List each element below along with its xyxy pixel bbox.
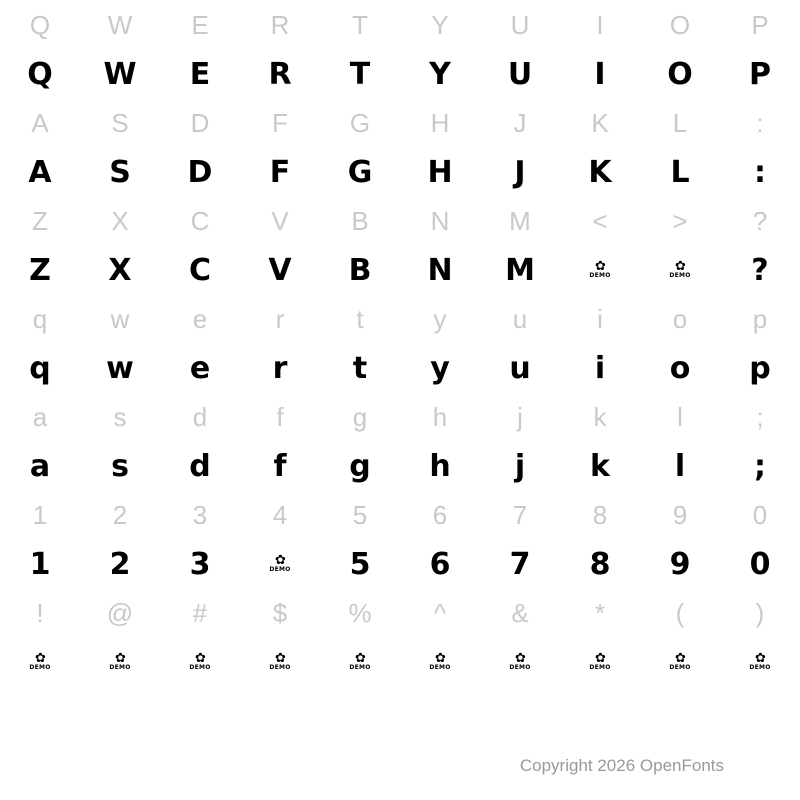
specimen-glyph: [80, 638, 160, 686]
reference-glyph: A: [31, 107, 49, 138]
reference-glyph: &: [511, 597, 529, 628]
reference-glyph: 0: [752, 499, 768, 530]
demo-placeholder-glyph: [29, 650, 51, 671]
specimen-glyph: f: [273, 448, 287, 484]
specimen-glyph: T: [349, 56, 371, 92]
specimen-glyph: J: [514, 154, 526, 190]
specimen-glyph: [240, 638, 320, 686]
demo-placeholder-glyph: [109, 650, 131, 671]
flower-burst-icon: ✿: [595, 650, 605, 666]
demo-label: DEMO: [349, 663, 371, 671]
demo-label: DEMO: [669, 663, 691, 671]
flower-burst-icon: ✿: [595, 258, 605, 274]
specimen-glyph: [560, 246, 640, 294]
demo-label: DEMO: [269, 565, 291, 573]
specimen-glyph: 6: [429, 546, 451, 582]
specimen-glyph: q: [29, 350, 51, 386]
demo-label: DEMO: [669, 271, 691, 279]
specimen-glyph: a: [29, 448, 51, 484]
flower-burst-icon: ✿: [35, 650, 45, 666]
reference-glyph: *: [594, 597, 606, 628]
specimen-glyph: 9: [669, 546, 691, 582]
demo-placeholder-glyph: [669, 650, 691, 671]
specimen-glyph: R: [268, 56, 292, 92]
specimen-glyph: Q: [27, 56, 53, 92]
reference-glyph: ^: [433, 597, 447, 628]
reference-glyph: %: [348, 597, 372, 628]
specimen-glyph: E: [189, 56, 211, 92]
reference-glyph: i: [597, 303, 603, 334]
copyright-notice: Copyright 2026 OpenFonts: [519, 756, 724, 775]
demo-label: DEMO: [269, 663, 291, 671]
specimen-glyph: 2: [109, 546, 131, 582]
demo-placeholder-glyph: [269, 650, 291, 671]
specimen-glyph: [400, 638, 480, 686]
specimen-glyph: 8: [589, 546, 611, 582]
specimen-glyph: ?: [751, 252, 769, 288]
reference-glyph: M: [509, 205, 531, 236]
reference-glyph: Q: [29, 9, 51, 40]
demo-placeholder-glyph: [189, 650, 211, 671]
flower-burst-icon: ✿: [675, 258, 685, 274]
specimen-glyph: O: [667, 56, 693, 92]
specimen-glyph: P: [749, 56, 771, 92]
reference-glyph: E: [191, 9, 209, 40]
reference-glyph: ;: [756, 401, 764, 432]
reference-glyph: S: [111, 107, 129, 138]
specimen-glyph: S: [109, 154, 131, 190]
reference-glyph: u: [512, 303, 528, 334]
flower-burst-icon: ✿: [115, 650, 125, 666]
specimen-glyph: [320, 638, 400, 686]
demo-label: DEMO: [29, 663, 51, 671]
reference-glyph: Z: [32, 205, 48, 236]
reference-glyph: 9: [672, 499, 688, 530]
specimen-glyph: H: [427, 154, 453, 190]
demo-placeholder-glyph: [429, 650, 451, 671]
reference-glyph: k: [593, 401, 607, 432]
reference-glyph: O: [669, 9, 691, 40]
reference-glyph: l: [677, 401, 683, 432]
reference-glyph: y: [433, 303, 447, 334]
specimen-glyph: Z: [29, 252, 51, 288]
specimen-glyph: [720, 638, 800, 686]
reference-glyph: p: [752, 303, 768, 334]
reference-glyph: t: [356, 303, 364, 334]
specimen-glyph: A: [28, 154, 52, 190]
specimen-glyph: 3: [189, 546, 211, 582]
specimen-glyph: X: [108, 252, 132, 288]
reference-glyph: h: [432, 401, 448, 432]
reference-glyph: w: [110, 303, 130, 334]
specimen-glyph: [0, 638, 80, 686]
demo-label: DEMO: [189, 663, 211, 671]
reference-glyph: 6: [432, 499, 448, 530]
reference-glyph: U: [510, 9, 530, 40]
reference-glyph: <: [592, 205, 608, 236]
reference-glyph: @: [106, 597, 134, 628]
specimen-glyph: [160, 638, 240, 686]
reference-glyph: 7: [512, 499, 528, 530]
specimen-glyph: w: [106, 350, 134, 386]
reference-glyph: C: [190, 205, 210, 236]
specimen-glyph: F: [269, 154, 291, 190]
flower-burst-icon: ✿: [275, 650, 285, 666]
reference-glyph: #: [192, 597, 208, 628]
reference-glyph: J: [513, 107, 527, 138]
flower-burst-icon: ✿: [675, 650, 685, 666]
flower-burst-icon: ✿: [195, 650, 205, 666]
specimen-glyph: [560, 638, 640, 686]
specimen-glyph: d: [189, 448, 211, 484]
reference-glyph: d: [192, 401, 208, 432]
specimen-glyph: N: [427, 252, 453, 288]
reference-glyph: R: [270, 9, 290, 40]
specimen-glyph: ;: [754, 448, 766, 484]
reference-glyph: T: [352, 9, 368, 40]
specimen-glyph: j: [514, 448, 526, 484]
demo-placeholder-glyph: [509, 650, 531, 671]
specimen-glyph: i: [594, 350, 606, 386]
demo-placeholder-glyph: [349, 650, 371, 671]
specimen-glyph: k: [590, 448, 610, 484]
reference-glyph: 5: [352, 499, 368, 530]
specimen-glyph: K: [588, 154, 612, 190]
reference-glyph: Y: [431, 9, 449, 40]
reference-glyph: $: [272, 597, 288, 628]
demo-placeholder-glyph: [669, 258, 691, 279]
reference-glyph: I: [596, 9, 604, 40]
demo-placeholder-glyph: [749, 650, 771, 671]
flower-burst-icon: ✿: [435, 650, 445, 666]
reference-glyph: 3: [192, 499, 208, 530]
reference-glyph: F: [272, 107, 288, 138]
reference-glyph: L: [672, 107, 688, 138]
specimen-glyph: 0: [749, 546, 771, 582]
specimen-glyph: s: [111, 448, 129, 484]
specimen-glyph: 7: [509, 546, 531, 582]
specimen-glyph: Y: [429, 56, 451, 92]
reference-glyph: a: [32, 401, 48, 432]
specimen-glyph: M: [505, 252, 535, 288]
demo-placeholder-glyph: [589, 650, 611, 671]
reference-glyph: H: [430, 107, 450, 138]
specimen-glyph: r: [272, 350, 288, 386]
specimen-glyph: [640, 638, 720, 686]
flower-burst-icon: ✿: [275, 552, 285, 568]
demo-label: DEMO: [509, 663, 531, 671]
specimen-glyph: [240, 540, 320, 588]
reference-glyph: j: [517, 401, 523, 432]
specimen-glyph: G: [347, 154, 373, 190]
specimen-glyph: u: [509, 350, 531, 386]
reference-glyph: D: [190, 107, 210, 138]
reference-glyph: (: [675, 597, 685, 628]
flower-burst-icon: ✿: [355, 650, 365, 666]
specimen-glyph: p: [749, 350, 771, 386]
reference-glyph: N: [430, 205, 450, 236]
reference-glyph: o: [672, 303, 688, 334]
reference-glyph: :: [756, 107, 764, 138]
demo-label: DEMO: [749, 663, 771, 671]
reference-glyph: ?: [752, 205, 768, 236]
demo-label: DEMO: [589, 271, 611, 279]
reference-glyph: q: [32, 303, 48, 334]
specimen-glyph: U: [507, 56, 533, 92]
demo-placeholder-glyph: [589, 258, 611, 279]
specimen-glyph: [480, 638, 560, 686]
specimen-glyph: o: [669, 350, 691, 386]
reference-glyph: 8: [592, 499, 608, 530]
reference-glyph: V: [271, 205, 289, 236]
specimen-glyph: h: [429, 448, 451, 484]
reference-glyph: e: [192, 303, 208, 334]
specimen-glyph: y: [430, 350, 450, 386]
specimen-glyph: g: [349, 448, 371, 484]
specimen-glyph: V: [268, 252, 292, 288]
reference-glyph: g: [352, 401, 368, 432]
reference-glyph: ): [755, 597, 765, 628]
demo-placeholder-glyph: [269, 552, 291, 573]
flower-burst-icon: ✿: [755, 650, 765, 666]
specimen-glyph: 1: [29, 546, 51, 582]
specimen-glyph: 5: [349, 546, 371, 582]
specimen-glyph: C: [188, 252, 212, 288]
demo-label: DEMO: [589, 663, 611, 671]
specimen-glyph: L: [670, 154, 690, 190]
specimen-glyph: l: [674, 448, 686, 484]
reference-glyph: G: [349, 107, 371, 138]
reference-glyph: P: [751, 9, 769, 40]
flower-burst-icon: ✿: [515, 650, 525, 666]
reference-glyph: B: [351, 205, 369, 236]
specimen-glyph: I: [594, 56, 606, 92]
reference-glyph: f: [276, 401, 284, 432]
specimen-glyph: t: [352, 350, 368, 386]
specimen-glyph: [640, 246, 720, 294]
demo-label: DEMO: [429, 663, 451, 671]
reference-glyph: W: [107, 9, 133, 40]
specimen-glyph: e: [189, 350, 211, 386]
specimen-glyph: :: [754, 154, 766, 190]
reference-glyph: 2: [112, 499, 128, 530]
reference-glyph: 4: [272, 499, 288, 530]
reference-glyph: r: [275, 303, 285, 334]
reference-glyph: !: [36, 597, 44, 628]
specimen-glyph: B: [348, 252, 372, 288]
reference-glyph: 1: [32, 499, 48, 530]
reference-glyph: >: [672, 205, 688, 236]
demo-label: DEMO: [109, 663, 131, 671]
reference-glyph: X: [111, 205, 129, 236]
specimen-glyph: D: [187, 154, 213, 190]
reference-glyph: K: [591, 107, 609, 138]
specimen-glyph: W: [103, 56, 137, 92]
reference-glyph: s: [113, 401, 127, 432]
